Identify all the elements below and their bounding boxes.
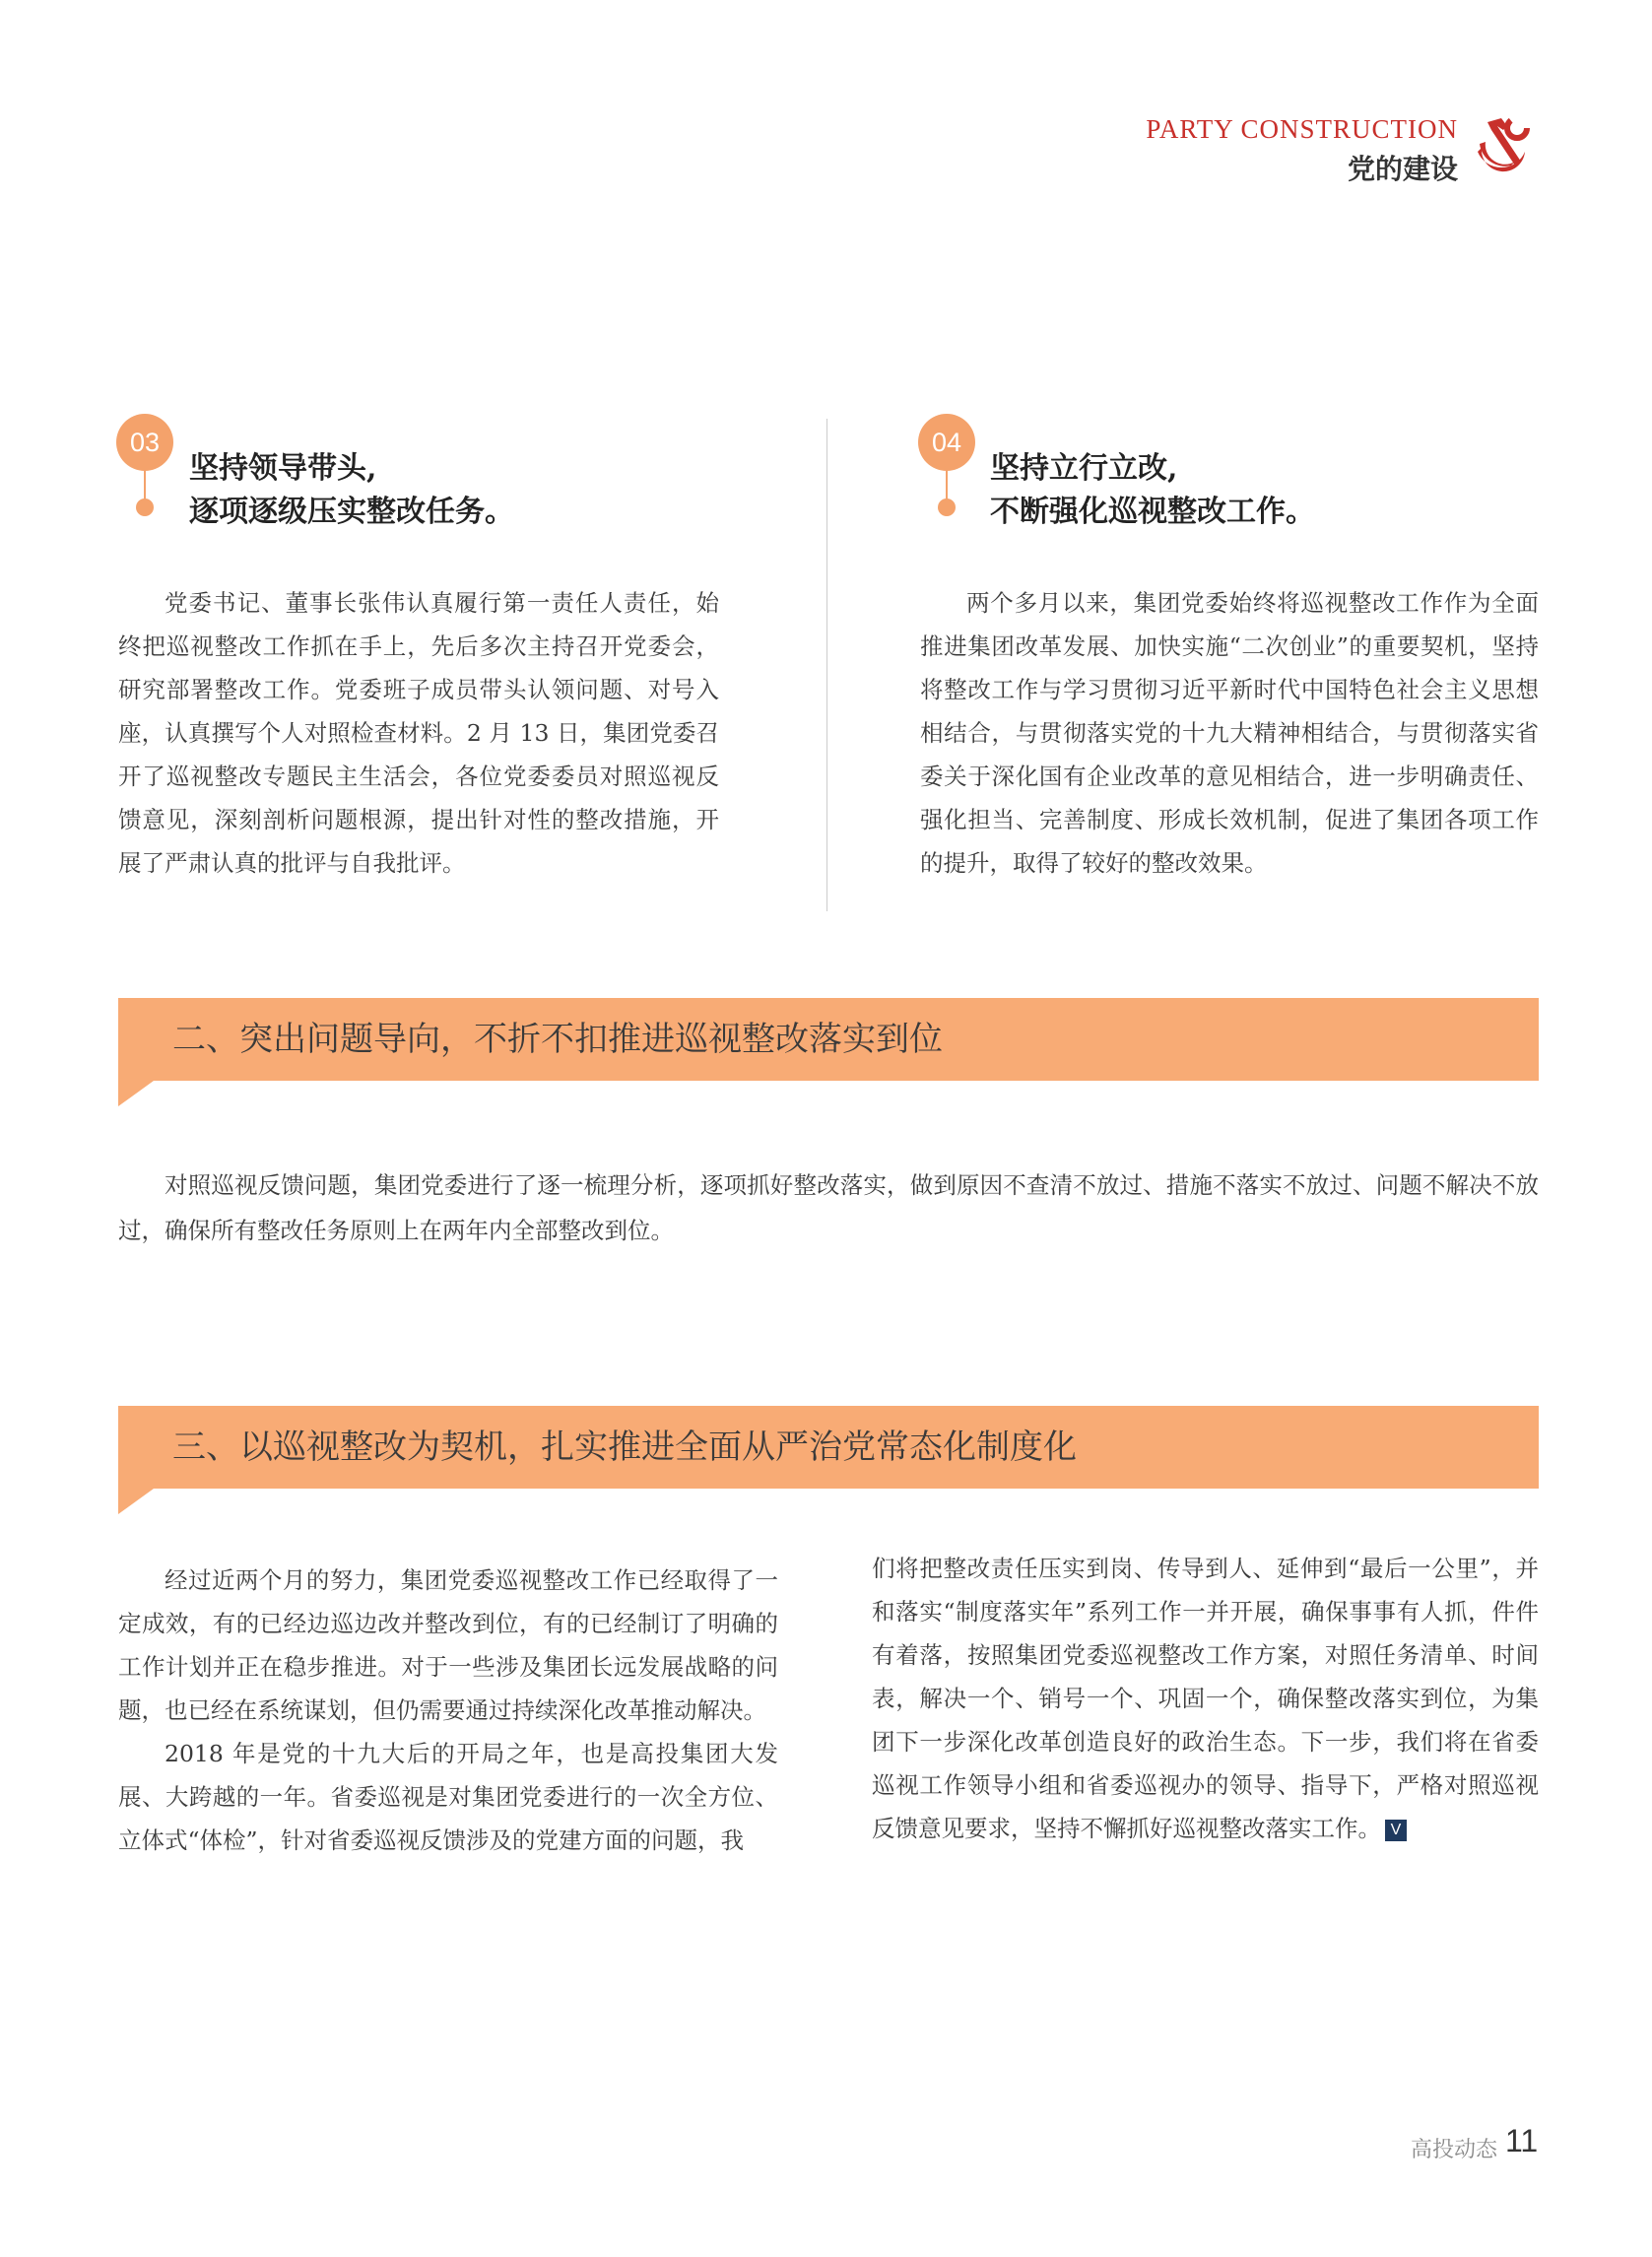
section-03-title-line2: 逐项逐级压实整改任务。 bbox=[189, 495, 514, 529]
section-03-paragraph: 党委书记、董事长张伟认真履行第一责任人责任，始终把巡视整改工作抓在手上，先后多次主持召开党委会，研究部署整改工作。党委班子成员带头认领问题、对号入座，认真撰写个人对照检查材料。2 月 13 日，集团党委召开了巡视整改专题民主生活会，各位党委委员对照巡视反馈意见，深刻剖析问题根源，提出针对性的整改措施，开展了严肃认真的批评与自我批评。 bbox=[118, 589, 719, 877]
page-number: 11 bbox=[1505, 2123, 1539, 2158]
section-three-left-column bbox=[118, 1559, 778, 1862]
section-two-heading: 二、突出问题导向，不折不扣推进巡视整改落实到位 bbox=[172, 1020, 943, 1059]
section-04-title bbox=[990, 447, 1315, 534]
section-three-heading: 三、以巡视整改为契机，扎实推进全面从严治党常态化制度化 bbox=[172, 1427, 1077, 1467]
section-two-paragraph: 对照巡视反馈问题，集团党委进行了逐一梳理分析，逐项抓好整改落实，做到原因不查清不放过、措施不落实不放过、问题不解决不放过，确保所有整改任务原则上在两年内全部整改到位。 bbox=[118, 1171, 1539, 1244]
section-number-badge: 04 bbox=[918, 414, 975, 471]
section-03-body bbox=[118, 581, 719, 885]
section-04-title-line1: 坚持立行立改, bbox=[990, 451, 1178, 486]
section-three-right-column bbox=[872, 1547, 1539, 1850]
section-three-paragraph-3-text: 们将把整改责任压实到岗、传导到人、延伸到“最后一公里”，并和落实“制度落实年”系列工作一并开展，确保事事有人抓，件件有着落，按照集团党委巡视整改工作方案，对照任务清单、时间表，解决一个、销号一个、巩固一个，确保整改落实到位，为集团下一步深化改革创造良好的政治生态。下一步，我们将在省委巡视工作领导小组和省委巡视办的领导、指导下，严格对照巡视反馈意见要求，坚持不懈抓好巡视整改落实工作。 bbox=[872, 1555, 1539, 1842]
banner-fold bbox=[118, 1081, 154, 1106]
section-three-paragraph-2: 2018 年是党的十九大后的开局之年，也是高投集团大发展、大跨越的一年。省委巡视是对集团党委进行的一次全方位、立体式“体检”，针对省委巡视反馈涉及的党建方面的问题，我 bbox=[118, 1740, 778, 1854]
section-03-title bbox=[189, 447, 514, 534]
magazine-name: 高投动态 bbox=[1410, 2138, 1497, 2162]
section-04-paragraph: 两个多月以来，集团党委始终将巡视整改工作作为全面推进集团改革发展、加快实施“二次创业”的重要契机，坚持将整改工作与学习贯彻习近平新时代中国特色社会主义思想相结合，与贯彻落实党的十九大精神相结合，与贯彻落实省委关于深化国有企业改革的意见相结合，进一步明确责任、强化担当、完善制度、形成长效机制，促进了集团各项工作的提升，取得了较好的整改效果。 bbox=[920, 589, 1539, 877]
badge-dot bbox=[136, 498, 154, 516]
section-three-paragraph-1: 经过近两个月的努力，集团党委巡视整改工作已经取得了一定成效，有的已经边巡边改并整改到位，有的已经制订了明确的工作计划并正在稳步推进。对于一些涉及集团长远发展战略的问题，也已经在系统谋划，但仍需要通过持续深化改革推动解决。 bbox=[118, 1566, 778, 1724]
section-number-badge: 03 bbox=[116, 414, 173, 471]
end-mark-icon: V bbox=[1385, 1820, 1407, 1841]
header-english-title: PARTY CONSTRUCTION bbox=[1146, 114, 1458, 144]
banner-fold bbox=[118, 1489, 154, 1514]
section-04-title-line2: 不断强化巡视整改工作。 bbox=[990, 495, 1315, 529]
section-03-title-line1: 坚持领导带头, bbox=[189, 451, 377, 486]
header-chinese-title: 党的建设 bbox=[1347, 153, 1458, 185]
section-04-body bbox=[920, 581, 1539, 885]
badge-dot bbox=[938, 498, 956, 516]
section-three-paragraph-3 bbox=[872, 1547, 1539, 1850]
hammer-sickle-icon bbox=[1468, 112, 1535, 179]
section-two-body bbox=[118, 1162, 1539, 1253]
column-divider bbox=[826, 419, 827, 911]
